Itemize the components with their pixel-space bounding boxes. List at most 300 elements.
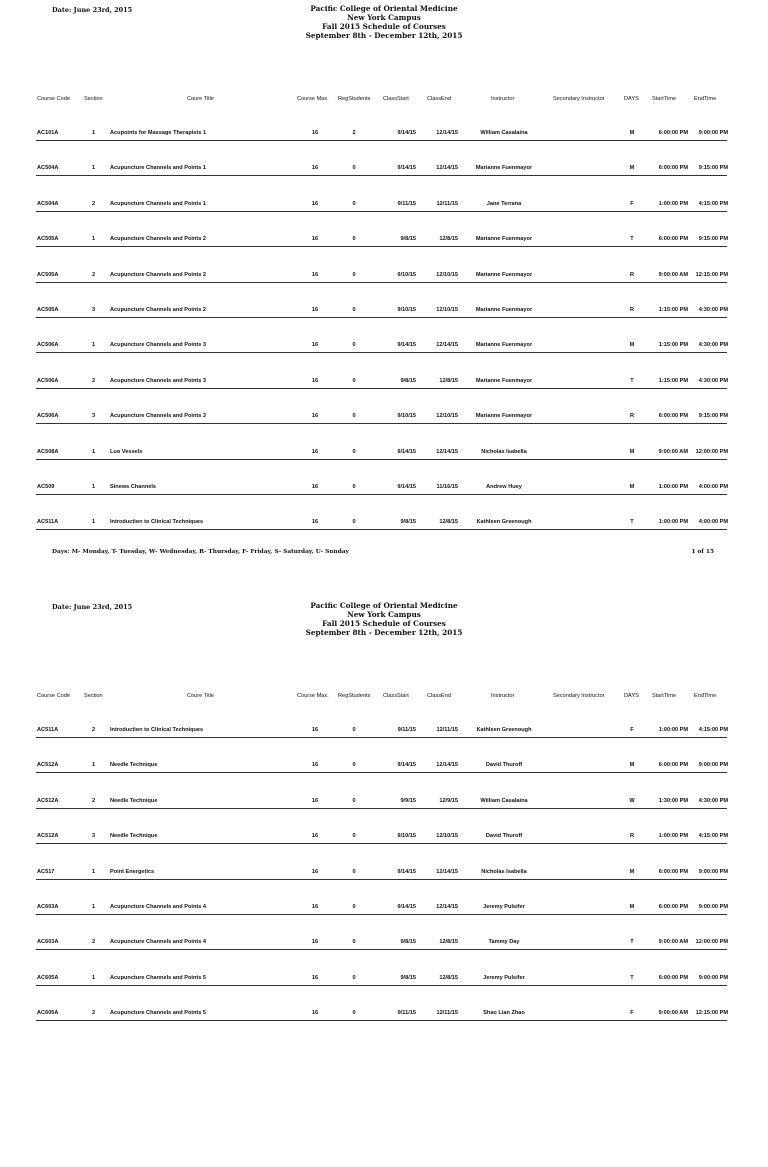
course-title-cell: Acupuncture Channels and Points 4 bbox=[110, 939, 207, 946]
instructor-cell: Marianne Fuenmayor bbox=[475, 165, 533, 172]
reg-students-cell: 0 bbox=[352, 342, 356, 349]
section-cell: 2 bbox=[92, 727, 96, 733]
row-underline bbox=[36, 459, 727, 460]
course-title-cell: Acupuncture Channels and Points 5 bbox=[110, 1010, 207, 1017]
schedule-page-1 bbox=[0, 0, 768, 570]
instructor-cell: Marianne Fuenmayor bbox=[475, 377, 533, 384]
reg-students-cell: 0 bbox=[352, 939, 356, 946]
section-cell: 1 bbox=[92, 130, 96, 136]
end-time-cell: 9:00:00 PM bbox=[698, 130, 728, 136]
class-start-cell: 9/10/15 bbox=[397, 307, 416, 313]
term-dates: September 8th - December 12th, 2015 bbox=[305, 627, 463, 637]
class-start-cell: 9/9/15 bbox=[400, 797, 416, 804]
class-end-cell: 12/11/15 bbox=[436, 200, 458, 207]
reg-students-cell: 0 bbox=[352, 762, 356, 769]
column-header-days: DAYS bbox=[624, 96, 639, 102]
table-row bbox=[0, 904, 768, 916]
course-max-cell: 16 bbox=[311, 833, 319, 840]
course-code-cell: AC504A bbox=[37, 165, 59, 172]
course-title-cell: Acupuncture Channels and Points 5 bbox=[110, 974, 207, 981]
row-underline bbox=[36, 317, 727, 318]
row-underline bbox=[36, 352, 727, 353]
reg-students-cell: 0 bbox=[352, 271, 356, 278]
section-cell: 2 bbox=[92, 939, 96, 946]
start-time-cell: 1:00:00 PM bbox=[658, 833, 688, 840]
course-code-cell: AC512A bbox=[37, 762, 59, 769]
reg-students-cell: 0 bbox=[352, 236, 356, 243]
class-start-cell: 9/10/15 bbox=[397, 271, 416, 278]
instructor-cell: David Thuroff bbox=[485, 833, 523, 840]
class-start-cell: 9/14/15 bbox=[397, 165, 416, 172]
college-name: Pacific College of Oriental Medicine bbox=[310, 601, 458, 610]
row-underline bbox=[36, 737, 727, 738]
course-code-cell: AC512A bbox=[37, 797, 59, 804]
class-end-cell: 12/14/15 bbox=[436, 868, 458, 875]
column-header-class-end: ClassEnd bbox=[427, 96, 451, 102]
end-time-cell: 9:00:00 PM bbox=[698, 974, 728, 981]
section-cell: 1 bbox=[92, 484, 96, 490]
instructor-cell: Marianne Fuenmayor bbox=[475, 307, 533, 313]
course-title-cell: Acupoints for Massage Therapists 1 bbox=[110, 130, 207, 136]
end-time-cell: 9:15:00 PM bbox=[698, 165, 728, 172]
class-end-cell: 12/8/15 bbox=[439, 236, 458, 243]
course-title-cell: Luo Vessels bbox=[110, 448, 143, 455]
row-underline bbox=[36, 423, 727, 424]
course-max-cell: 16 bbox=[311, 519, 319, 526]
table-row bbox=[0, 413, 768, 425]
end-time-cell: 12:15:00 PM bbox=[695, 1010, 728, 1017]
days-cell: R bbox=[629, 413, 635, 420]
class-end-cell: 12/8/15 bbox=[439, 974, 458, 981]
table-row bbox=[0, 519, 768, 531]
course-code-cell: AC506A bbox=[37, 413, 59, 420]
table-row bbox=[0, 484, 768, 496]
end-time-cell: 4:30:00 PM bbox=[698, 307, 728, 313]
campus-name: New York Campus bbox=[347, 609, 421, 619]
end-time-cell: 9:15:00 PM bbox=[698, 413, 728, 420]
section-cell: 1 bbox=[92, 342, 96, 349]
course-code-cell: AC512A bbox=[37, 833, 59, 840]
start-time-cell: 9:00:00 AM bbox=[658, 939, 688, 946]
row-underline bbox=[36, 879, 727, 880]
course-max-cell: 16 bbox=[311, 130, 319, 136]
course-max-cell: 16 bbox=[311, 868, 319, 875]
section-cell: 2 bbox=[92, 1010, 96, 1017]
course-code-cell: AC511A bbox=[37, 727, 59, 733]
days-cell: T bbox=[630, 236, 634, 243]
end-time-cell: 12:00:00 PM bbox=[695, 939, 728, 946]
days-cell: W bbox=[629, 797, 635, 804]
row-underline bbox=[36, 140, 727, 141]
end-time-cell: 4:00:00 PM bbox=[698, 484, 728, 490]
start-time-cell: 6:00:00 PM bbox=[658, 762, 688, 769]
days-cell: M bbox=[629, 868, 635, 875]
end-time-cell: 4:15:00 PM bbox=[698, 727, 728, 733]
days-cell: T bbox=[630, 377, 634, 384]
instructor-cell: Shao Lian Zhao bbox=[483, 1010, 525, 1017]
reg-students-cell: 0 bbox=[352, 974, 356, 981]
days-cell: M bbox=[629, 165, 635, 172]
class-start-cell: 9/14/15 bbox=[397, 868, 416, 875]
class-start-cell: 9/14/15 bbox=[397, 130, 416, 136]
end-time-cell: 4:30:00 PM bbox=[698, 342, 728, 349]
report-date: Date: June 23rd, 2015 bbox=[52, 603, 133, 611]
start-time-cell: 1:30:00 PM bbox=[658, 797, 688, 804]
section-cell: 1 bbox=[92, 448, 96, 455]
course-title-cell: Needle Technique bbox=[110, 797, 158, 804]
column-header-section: Section bbox=[84, 693, 103, 699]
column-header-secondary-instructor: Secondary Instructor bbox=[553, 693, 605, 699]
days-cell: T bbox=[630, 519, 634, 526]
days-cell: R bbox=[629, 271, 635, 278]
class-end-cell: 12/14/15 bbox=[436, 762, 458, 769]
course-title-cell: Acupuncture Channels and Points 2 bbox=[110, 307, 207, 313]
college-name: Pacific College of Oriental Medicine bbox=[310, 4, 458, 13]
section-cell: 3 bbox=[92, 413, 96, 420]
table-row bbox=[0, 833, 768, 845]
course-title-cell: Acupuncture Channels and Points 1 bbox=[110, 165, 207, 172]
column-header-start-time: StartTime bbox=[652, 96, 677, 102]
course-title-cell: Acupuncture Channels and Points 1 bbox=[110, 200, 207, 207]
start-time-cell: 6:00:00 PM bbox=[658, 868, 688, 875]
days-cell: R bbox=[629, 833, 635, 840]
course-code-cell: AC509 bbox=[37, 484, 55, 490]
course-title-cell: Introduction to Clinical Techniques bbox=[110, 519, 204, 526]
course-max-cell: 16 bbox=[311, 200, 319, 207]
column-header-days: DAYS bbox=[624, 693, 639, 699]
reg-students-cell: 0 bbox=[352, 165, 356, 172]
course-code-cell: AC605A bbox=[37, 974, 59, 981]
course-code-cell: AC506A bbox=[37, 342, 59, 349]
start-time-cell: 1:00:00 PM bbox=[658, 727, 688, 733]
section-cell: 1 bbox=[92, 762, 96, 769]
days-cell: M bbox=[629, 762, 635, 769]
course-code-cell: AC506A bbox=[37, 377, 59, 384]
end-time-cell: 9:00:00 PM bbox=[698, 868, 728, 875]
column-header-class-start: ClassStart bbox=[383, 96, 409, 102]
column-header-course-title: Coure Title bbox=[187, 96, 215, 102]
start-time-cell: 1:00:00 PM bbox=[658, 484, 688, 490]
class-start-cell: 9/8/15 bbox=[400, 377, 416, 384]
instructor-cell: Marianne Fuenmayor bbox=[475, 342, 533, 349]
class-start-cell: 9/14/15 bbox=[397, 762, 416, 769]
class-end-cell: 12/14/15 bbox=[436, 165, 458, 172]
end-time-cell: 9:00:00 PM bbox=[698, 762, 728, 769]
instructor-cell: Tammy Day bbox=[488, 939, 520, 946]
end-time-cell: 4:15:00 PM bbox=[698, 833, 728, 840]
course-code-cell: AC508A bbox=[37, 448, 59, 455]
instructor-cell: Nicholas Isabella bbox=[481, 448, 527, 455]
reg-students-cell: 0 bbox=[352, 484, 356, 490]
class-start-cell: 9/8/15 bbox=[400, 939, 416, 946]
days-cell: T bbox=[630, 939, 634, 946]
course-max-cell: 16 bbox=[311, 762, 319, 769]
class-end-cell: 12/8/15 bbox=[439, 377, 458, 384]
row-underline bbox=[36, 772, 727, 773]
column-headers bbox=[0, 693, 768, 705]
class-start-cell: 9/14/15 bbox=[397, 484, 416, 490]
course-max-cell: 16 bbox=[311, 1010, 319, 1017]
instructor-cell: Andrew Huey bbox=[486, 484, 522, 490]
start-time-cell: 1:00:00 PM bbox=[658, 519, 688, 526]
course-code-cell: AC605A bbox=[37, 1010, 59, 1017]
column-header-course-max: Course Max. bbox=[297, 96, 329, 102]
days-cell: M bbox=[629, 342, 635, 349]
class-end-cell: 12/11/15 bbox=[436, 1010, 458, 1017]
class-start-cell: 9/11/15 bbox=[397, 1010, 416, 1017]
reg-students-cell: 0 bbox=[352, 413, 356, 420]
instructor-cell: Nicholas Isabella bbox=[481, 868, 527, 875]
days-cell: M bbox=[629, 448, 635, 455]
column-header-start-time: StartTime bbox=[652, 693, 677, 699]
reg-students-cell: 0 bbox=[352, 797, 356, 804]
column-header-course-max: Course Max. bbox=[297, 693, 329, 699]
end-time-cell: 9:15:00 PM bbox=[698, 236, 728, 243]
class-start-cell: 9/14/15 bbox=[397, 448, 416, 455]
start-time-cell: 6:00:00 PM bbox=[658, 236, 688, 243]
row-underline bbox=[36, 388, 727, 389]
table-row bbox=[0, 798, 768, 810]
end-time-cell: 12:15:00 PM bbox=[695, 271, 728, 278]
row-underline bbox=[36, 494, 727, 495]
instructor-cell: Jane Terrana bbox=[486, 200, 522, 207]
course-max-cell: 16 bbox=[311, 448, 319, 455]
section-cell: 2 bbox=[92, 377, 96, 384]
section-cell: 1 bbox=[92, 519, 96, 526]
reg-students-cell: 0 bbox=[352, 200, 356, 207]
table-row bbox=[0, 130, 768, 142]
table-row bbox=[0, 378, 768, 390]
column-header-reg-students: RegStudents bbox=[338, 96, 371, 102]
course-title-cell: Acupuncture Channels and Points 2 bbox=[110, 271, 207, 278]
start-time-cell: 6:00:00 PM bbox=[658, 165, 688, 172]
class-start-cell: 9/8/15 bbox=[400, 519, 416, 526]
row-underline bbox=[36, 843, 727, 844]
course-max-cell: 16 bbox=[311, 904, 319, 910]
section-cell: 1 bbox=[92, 165, 96, 172]
course-max-cell: 16 bbox=[311, 342, 319, 349]
class-end-cell: 12/8/15 bbox=[439, 939, 458, 946]
reg-students-cell: 0 bbox=[352, 307, 356, 313]
reg-students-cell: 0 bbox=[352, 1010, 356, 1017]
class-start-cell: 9/14/15 bbox=[397, 904, 416, 910]
table-row bbox=[0, 272, 768, 284]
section-cell: 2 bbox=[92, 200, 96, 207]
start-time-cell: 1:15:00 PM bbox=[658, 307, 688, 313]
class-end-cell: 12/11/15 bbox=[436, 727, 458, 733]
row-underline bbox=[36, 1020, 727, 1021]
schedule-title: Fall 2015 Schedule of Courses bbox=[322, 21, 446, 31]
report-header bbox=[234, 5, 534, 41]
schedule-title: Fall 2015 Schedule of Courses bbox=[322, 618, 446, 628]
reg-students-cell: 0 bbox=[352, 904, 356, 910]
days-cell: R bbox=[629, 307, 635, 313]
class-end-cell: 11/16/15 bbox=[436, 484, 458, 490]
start-time-cell: 6:00:00 PM bbox=[658, 974, 688, 981]
instructor-cell: Kathleen Greenough bbox=[476, 519, 532, 526]
row-underline bbox=[36, 211, 727, 212]
class-end-cell: 12/10/15 bbox=[436, 413, 458, 420]
section-cell: 2 bbox=[92, 271, 96, 278]
course-max-cell: 16 bbox=[311, 727, 319, 733]
course-max-cell: 16 bbox=[311, 484, 319, 490]
section-cell: 1 bbox=[92, 974, 96, 981]
column-header-course-title: Coure Title bbox=[187, 693, 215, 699]
class-end-cell: 12/10/15 bbox=[436, 307, 458, 313]
section-cell: 1 bbox=[92, 868, 96, 875]
instructor-cell: David Thuroff bbox=[485, 762, 523, 769]
class-end-cell: 12/14/15 bbox=[436, 130, 458, 136]
days-cell: M bbox=[629, 484, 635, 490]
section-cell: 1 bbox=[92, 904, 96, 910]
campus-name: New York Campus bbox=[347, 12, 421, 22]
reg-students-cell: 0 bbox=[352, 519, 356, 526]
start-time-cell: 1:15:00 PM bbox=[658, 342, 688, 349]
column-header-secondary-instructor: Secondary Instructor bbox=[553, 96, 605, 102]
column-headers bbox=[0, 96, 768, 108]
class-end-cell: 12/14/15 bbox=[436, 342, 458, 349]
class-end-cell: 12/14/15 bbox=[436, 448, 458, 455]
course-title-cell: Sinews Channels bbox=[110, 484, 157, 490]
course-code-cell: AC505A bbox=[37, 307, 59, 313]
section-cell: 3 bbox=[92, 833, 96, 840]
reg-students-cell: 2 bbox=[352, 130, 356, 136]
row-underline bbox=[36, 914, 727, 915]
course-code-cell: AC505A bbox=[37, 236, 59, 243]
table-row bbox=[0, 201, 768, 213]
start-time-cell: 1:15:00 PM bbox=[658, 377, 688, 384]
instructor-cell: Jeremy Pulsifer bbox=[483, 904, 525, 910]
section-cell: 1 bbox=[92, 236, 96, 243]
row-underline bbox=[36, 282, 727, 283]
end-time-cell: 9:00:00 PM bbox=[698, 904, 728, 910]
table-row bbox=[0, 307, 768, 319]
days-cell: F bbox=[630, 200, 634, 207]
start-time-cell: 9:00:00 AM bbox=[658, 1010, 688, 1017]
report-date: Date: June 23rd, 2015 bbox=[52, 6, 133, 14]
days-cell: T bbox=[630, 974, 634, 981]
column-header-instructor: Instructor bbox=[491, 96, 515, 102]
course-title-cell: Acupuncture Channels and Points 4 bbox=[110, 904, 207, 910]
column-header-class-end: ClassEnd bbox=[427, 693, 451, 699]
end-time-cell: 4:00:00 PM bbox=[698, 519, 728, 526]
course-max-cell: 16 bbox=[311, 377, 319, 384]
course-max-cell: 16 bbox=[311, 974, 319, 981]
report-header bbox=[234, 602, 534, 638]
course-code-cell: AC101A bbox=[37, 130, 59, 136]
end-time-cell: 4:30:00 PM bbox=[698, 797, 728, 804]
table-row bbox=[0, 939, 768, 951]
start-time-cell: 6:00:00 PM bbox=[658, 130, 688, 136]
class-start-cell: 9/8/15 bbox=[400, 236, 416, 243]
term-dates: September 8th - December 12th, 2015 bbox=[305, 30, 463, 40]
days-cell: F bbox=[630, 1010, 634, 1017]
course-title-cell: Needle Technique bbox=[110, 762, 158, 769]
course-code-cell: AC603A bbox=[37, 904, 59, 910]
table-row bbox=[0, 975, 768, 987]
column-header-end-time: EndTime bbox=[694, 96, 717, 102]
table-row bbox=[0, 165, 768, 177]
start-time-cell: 9:00:00 AM bbox=[658, 448, 688, 455]
page-number: 1 of 15 bbox=[691, 549, 714, 555]
table-row bbox=[0, 762, 768, 774]
column-header-course-code: Course Code bbox=[37, 96, 70, 102]
column-header-instructor: Instructor bbox=[491, 693, 515, 699]
course-code-cell: AC517 bbox=[37, 868, 55, 875]
instructor-cell: William Casalaina bbox=[480, 797, 528, 804]
course-max-cell: 16 bbox=[311, 939, 319, 946]
course-title-cell: Acupuncture Channels and Points 3 bbox=[110, 377, 207, 384]
course-max-cell: 16 bbox=[311, 307, 319, 313]
class-end-cell: 12/8/15 bbox=[439, 519, 458, 526]
end-time-cell: 4:15:00 PM bbox=[698, 200, 728, 207]
reg-students-cell: 0 bbox=[352, 448, 356, 455]
table-row bbox=[0, 236, 768, 248]
row-underline bbox=[36, 529, 727, 530]
course-code-cell: AC505A bbox=[37, 271, 59, 278]
class-start-cell: 9/10/15 bbox=[397, 413, 416, 420]
course-title-cell: Acupuncture Channels and Points 2 bbox=[110, 236, 207, 243]
class-end-cell: 12/14/15 bbox=[436, 904, 458, 910]
table-row bbox=[0, 727, 768, 739]
row-underline bbox=[36, 246, 727, 247]
instructor-cell: Marianne Fuenmayor bbox=[475, 413, 533, 420]
class-start-cell: 9/10/15 bbox=[397, 833, 416, 840]
course-title-cell: Point Energetics bbox=[110, 868, 155, 875]
course-title-cell: Needle Technique bbox=[110, 833, 158, 840]
table-row bbox=[0, 342, 768, 354]
start-time-cell: 1:00:00 PM bbox=[658, 200, 688, 207]
class-end-cell: 12/10/15 bbox=[436, 833, 458, 840]
reg-students-cell: 0 bbox=[352, 833, 356, 840]
instructor-cell: Jeremy Pulsifer bbox=[483, 974, 525, 981]
column-header-class-start: ClassStart bbox=[383, 693, 409, 699]
course-title-cell: Introduction to Clinical Techniques bbox=[110, 727, 204, 733]
course-max-cell: 16 bbox=[311, 797, 319, 804]
course-code-cell: AC603A bbox=[37, 939, 59, 946]
class-start-cell: 9/11/15 bbox=[397, 200, 416, 207]
section-cell: 3 bbox=[92, 307, 96, 313]
instructor-cell: Kathleen Greenough bbox=[476, 727, 532, 733]
table-row bbox=[0, 1010, 768, 1022]
start-time-cell: 6:00:00 PM bbox=[658, 413, 688, 420]
table-row bbox=[0, 869, 768, 881]
course-code-cell: AC511A bbox=[37, 519, 59, 526]
row-underline bbox=[36, 949, 727, 950]
section-cell: 2 bbox=[92, 797, 96, 804]
course-max-cell: 16 bbox=[311, 165, 319, 172]
reg-students-cell: 0 bbox=[352, 868, 356, 875]
instructor-cell: Marianne Fuenmayor bbox=[475, 236, 533, 243]
days-cell: M bbox=[629, 904, 635, 910]
days-cell: M bbox=[629, 130, 635, 136]
days-cell: F bbox=[630, 727, 634, 733]
reg-students-cell: 0 bbox=[352, 727, 356, 733]
class-end-cell: 12/9/15 bbox=[439, 797, 458, 804]
course-max-cell: 16 bbox=[311, 236, 319, 243]
course-max-cell: 16 bbox=[311, 413, 319, 420]
course-title-cell: Acupuncture Channels and Points 3 bbox=[110, 342, 207, 349]
course-code-cell: AC504A bbox=[37, 200, 59, 207]
schedule-page-2 bbox=[0, 597, 768, 1167]
class-start-cell: 9/11/15 bbox=[397, 727, 416, 733]
class-start-cell: 9/14/15 bbox=[397, 342, 416, 349]
row-underline bbox=[36, 175, 727, 176]
days-legend: Days: M- Monday, T- Tuesday, W- Wednesday, R- Thursday, F- Friday, S- Saturday, U- Sunday bbox=[52, 549, 349, 555]
start-time-cell: 6:00:00 PM bbox=[658, 904, 688, 910]
instructor-cell: Marianne Fuenmayor bbox=[475, 271, 533, 278]
column-header-reg-students: RegStudents bbox=[338, 693, 371, 699]
